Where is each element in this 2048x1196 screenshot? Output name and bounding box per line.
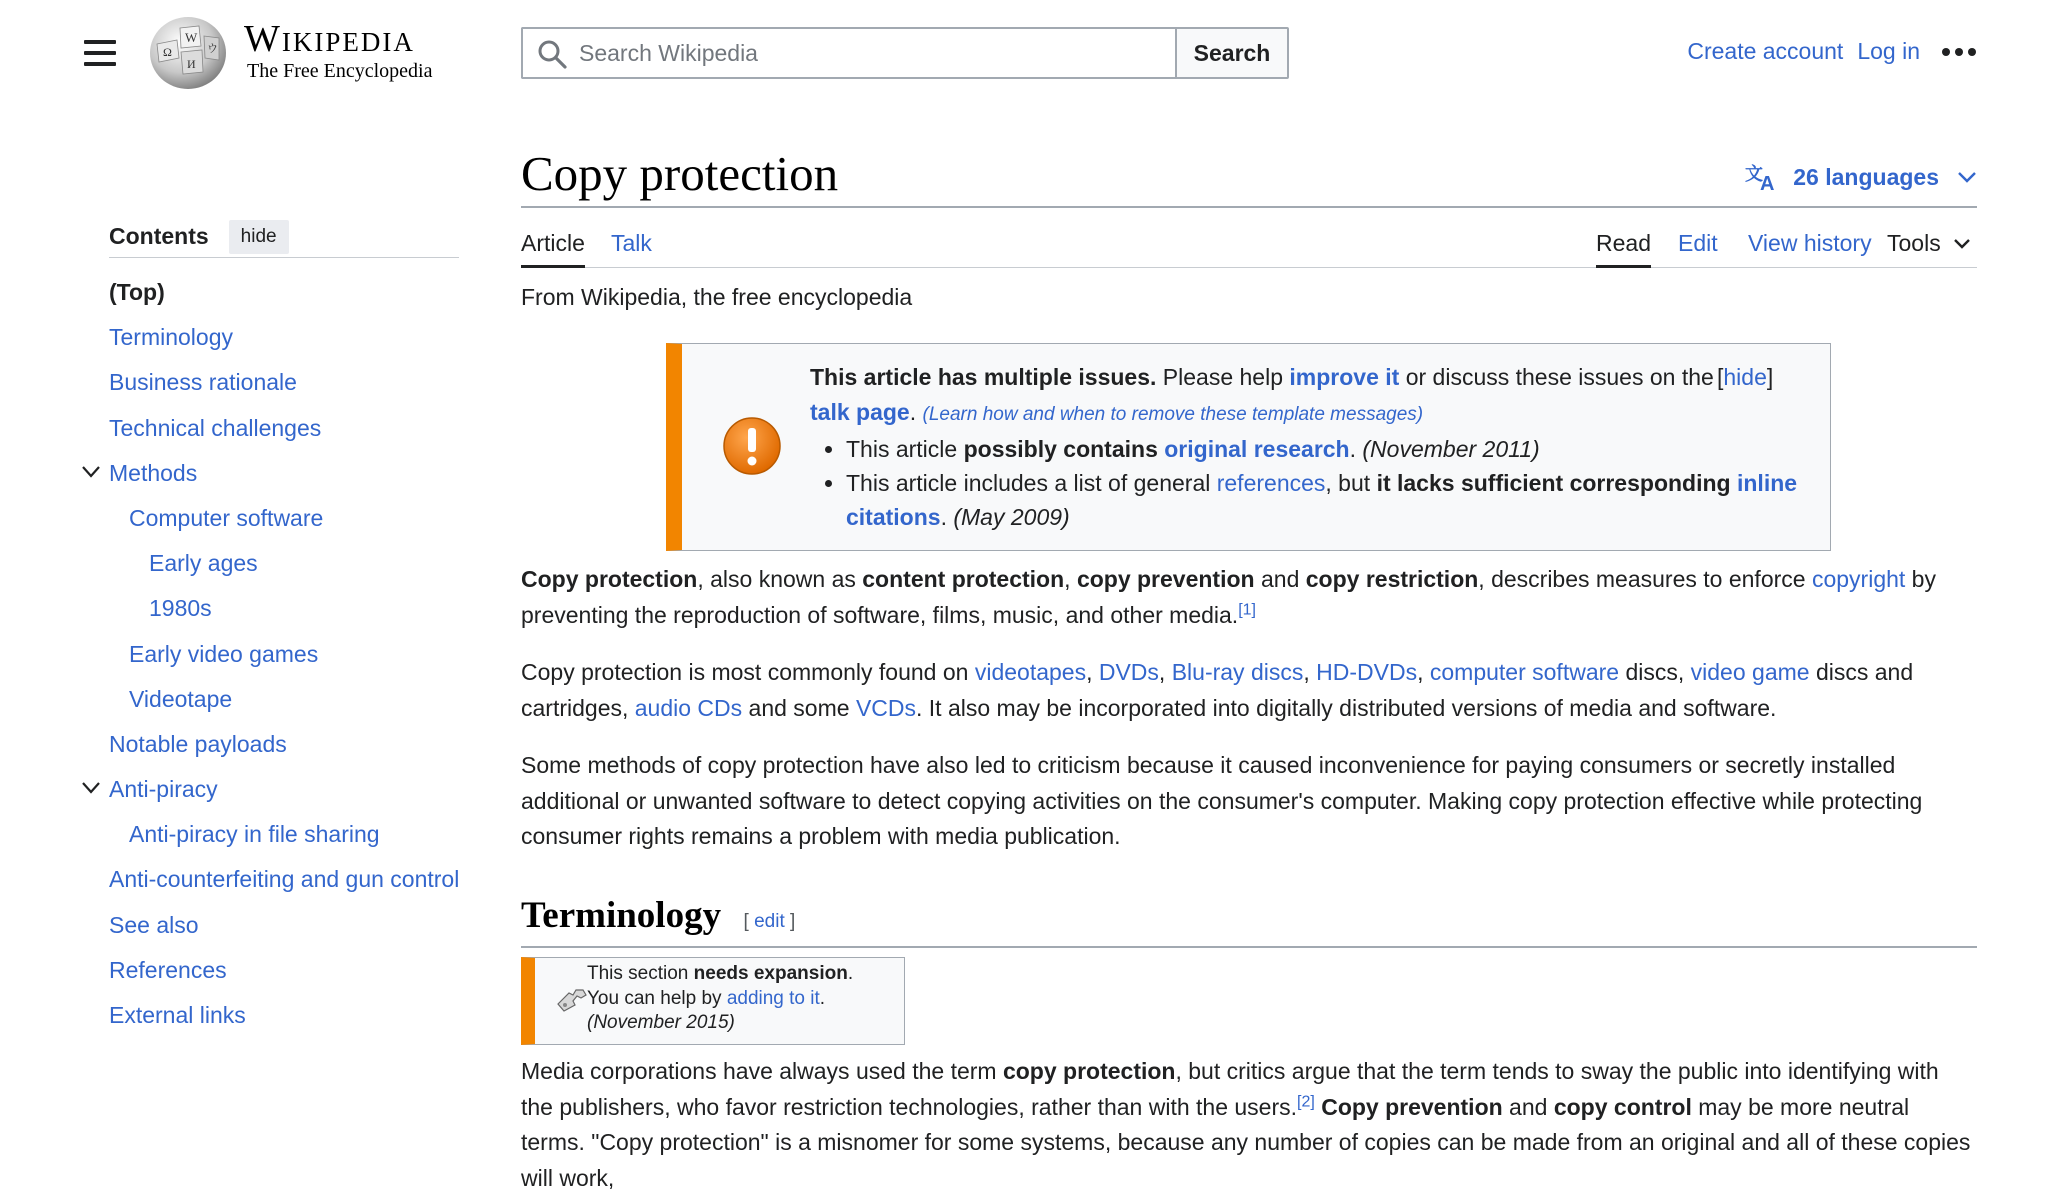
issues-list xyxy=(846,432,1810,534)
paragraph-terminology xyxy=(521,1054,1977,1196)
toc-item-notable-payloads[interactable]: Notable payloads xyxy=(109,730,287,757)
original-research-link[interactable]: original research xyxy=(1164,436,1350,462)
expansion-text xyxy=(587,962,853,1036)
bold-text: it lacks sufficient corresponding xyxy=(1376,470,1737,496)
toc-item-see-also[interactable]: See also xyxy=(109,911,199,938)
edit-section: [ edit ] xyxy=(743,911,796,932)
tab-view-history[interactable]: View history xyxy=(1748,230,1872,256)
ambox-hide-link[interactable]: hide xyxy=(1723,364,1767,390)
text: . xyxy=(1349,436,1363,462)
bold-text: Copy protection xyxy=(521,566,698,592)
toc-item-videotape[interactable]: Videotape xyxy=(129,685,233,712)
text: or discuss these issues on the xyxy=(1399,364,1714,390)
text: , also known as xyxy=(697,566,863,592)
bold-text: content protection xyxy=(862,566,1065,592)
toc-item-computer-software[interactable]: Computer software xyxy=(129,504,324,531)
text: discs, xyxy=(1619,659,1691,685)
bluray-link[interactable]: Blu-ray discs xyxy=(1171,659,1304,685)
text: , xyxy=(1086,659,1099,685)
toc-header xyxy=(109,218,459,258)
svg-text:ウ: ウ xyxy=(207,43,218,55)
text: This article xyxy=(846,436,964,462)
search-button[interactable]: Search xyxy=(1175,27,1289,79)
dvds-link[interactable]: DVDs xyxy=(1098,659,1159,685)
toc-item-terminology[interactable]: Terminology xyxy=(109,324,233,351)
audio-cds-link[interactable]: audio CDs xyxy=(634,694,743,721)
article-body xyxy=(521,0,1977,1191)
create-account-link[interactable]: Create account xyxy=(1687,38,1844,64)
inline-citations-link[interactable]: inline citations xyxy=(846,470,1798,530)
toc-item-technical-challenges[interactable]: Technical challenges xyxy=(109,414,322,441)
text: . xyxy=(940,504,954,530)
text: , xyxy=(1417,659,1430,685)
text: , describes measures to enforce xyxy=(1478,566,1812,592)
improve-it-link[interactable]: improve it xyxy=(1289,364,1400,390)
ambox-hide-toggle: [hide] xyxy=(1717,364,1774,390)
toc-hide-button[interactable]: hide xyxy=(229,220,289,254)
text: This article includes a list of general xyxy=(846,470,1217,496)
chevron-down-icon[interactable] xyxy=(81,781,101,795)
paragraph-intro xyxy=(521,562,1977,633)
adding-to-it-link[interactable]: adding to it xyxy=(726,987,820,1009)
videotapes-link[interactable]: videotapes xyxy=(974,659,1087,685)
toc-item-external-links[interactable]: External links xyxy=(109,1002,246,1028)
toc-item-anti-counterfeiting[interactable]: Anti-counterfeiting and gun control xyxy=(109,866,460,893)
log-in-link[interactable]: Log in xyxy=(1857,38,1920,64)
page-title: Copy protection xyxy=(521,146,839,201)
wikipedia-globe-logo[interactable] xyxy=(147,14,229,90)
toc-item-anti-piracy[interactable] xyxy=(109,767,459,812)
expansion-notice xyxy=(521,957,905,1045)
text: and xyxy=(1254,566,1306,592)
svg-text:W: W xyxy=(185,30,198,45)
text: and xyxy=(1502,1093,1554,1120)
main-menu-button[interactable] xyxy=(84,40,116,66)
toc-item-anti-piracy-file-sharing[interactable]: Anti-piracy in file sharing xyxy=(129,821,380,848)
svg-text:И: И xyxy=(187,57,196,71)
bold-text: Copy prevention xyxy=(1321,1093,1503,1120)
toc-item-early-ages[interactable]: Early ages xyxy=(149,550,258,577)
toc-item-label[interactable]: Anti-piracy xyxy=(109,776,218,803)
learn-remove-link[interactable]: (Learn how and when to remove these template messages) xyxy=(922,404,1424,425)
text: , xyxy=(1158,659,1172,685)
bold-text: copy protection xyxy=(1002,1058,1176,1084)
text: , xyxy=(1303,659,1317,685)
text: . It also may be incorporated into digitally distributed versions of media and software. xyxy=(916,694,1777,721)
toc-item-references[interactable]: References xyxy=(109,956,227,983)
toc-item-label[interactable]: Methods xyxy=(109,459,198,486)
copyright-link[interactable]: copyright xyxy=(1811,566,1906,592)
issue-date: (May 2009) xyxy=(953,504,1070,530)
paragraph-usage xyxy=(521,655,1977,726)
text: may be more neutral terms. xyxy=(521,1093,1910,1155)
svg-text:A: A xyxy=(1760,173,1775,195)
hddvds-link[interactable]: HD-DVDs xyxy=(1316,659,1418,685)
tab-talk[interactable]: Talk xyxy=(611,230,652,256)
citation-link[interactable]: [1] xyxy=(1238,600,1256,618)
toc-item-1980s[interactable]: 1980s xyxy=(149,595,212,622)
text: and some xyxy=(742,694,856,721)
wrench-icon xyxy=(555,984,589,1012)
tools-label: Tools xyxy=(1887,230,1941,256)
text: Copy protection is most commonly found on xyxy=(521,659,975,685)
toc-item-methods[interactable] xyxy=(109,451,459,496)
video-game-link[interactable]: video game xyxy=(1690,659,1810,685)
wordmark-tagline: The Free Encyclopedia xyxy=(247,60,433,82)
svg-text:Ω: Ω xyxy=(163,45,172,59)
toc-title: Contents xyxy=(109,223,209,249)
bold-text: needs expansion xyxy=(693,963,848,984)
text: Please help xyxy=(1156,364,1290,390)
languages-label: 26 languages xyxy=(1793,163,1939,190)
text: by preventing the reproduction of software, films, music, and other media. xyxy=(521,566,1936,628)
bold-text: copy restriction xyxy=(1305,566,1479,592)
svg-text:文: 文 xyxy=(1745,164,1764,185)
vcds-link[interactable]: VCDs xyxy=(855,694,917,721)
edit-section-link[interactable]: edit xyxy=(754,911,785,932)
toc-list xyxy=(109,270,459,1038)
toc-item-business-rationale[interactable]: Business rationale xyxy=(109,369,297,396)
text: . xyxy=(819,987,826,1009)
issue-item xyxy=(846,432,1810,466)
text: , but critics argue that the term tends to sway the public into identifying with the publishers, who favor restriction technologies, rather than with the users. xyxy=(521,1058,1939,1120)
warning-icon xyxy=(722,416,782,476)
text: This section xyxy=(587,963,694,984)
text: . xyxy=(847,963,854,984)
text: "Copy protection" is a misnomer for some systems, because any number of copies can be made from an original and all of these copies will work, xyxy=(521,1129,1971,1191)
toc-item-top[interactable]: (Top) xyxy=(109,279,165,305)
ambox-bold: This article has multiple issues. xyxy=(810,364,1157,390)
heading-terminology: Terminology xyxy=(521,895,722,936)
chevron-down-icon[interactable] xyxy=(81,465,101,479)
table-of-contents xyxy=(109,218,459,1038)
toc-item-early-video-games[interactable]: Early video games xyxy=(129,640,319,667)
wordmark-title: Wikipedia xyxy=(244,18,415,60)
wikipedia-wordmark[interactable] xyxy=(244,18,432,82)
text: discs and cartridges, xyxy=(521,659,1914,721)
text: . xyxy=(909,399,923,425)
text: You can help by xyxy=(587,987,727,1009)
computer-software-link[interactable]: computer software xyxy=(1429,659,1620,685)
bold-text: possibly contains xyxy=(963,436,1165,462)
references-link[interactable]: references xyxy=(1216,470,1326,496)
multiple-issues-box xyxy=(666,343,1831,551)
issue-date: (November 2011) xyxy=(1362,436,1540,462)
talk-page-link[interactable]: talk page xyxy=(810,399,910,425)
text: , but xyxy=(1325,470,1377,496)
site-subtitle: From Wikipedia, the free encyclopedia xyxy=(521,284,913,310)
ambox-message xyxy=(810,360,1810,534)
text: Media corporations have always used the term xyxy=(521,1058,1003,1084)
bold-text: copy control xyxy=(1553,1093,1692,1120)
paragraph-criticism: Some methods of copy protection have also led to criticism because it caused inconvenience for paying consumers or secretly installed additional or unwanted software to detect copying activities on the consumer's computer. Making copy protection effective while protecting consumer rights remains a problem with media publication. xyxy=(521,752,1923,849)
text: , xyxy=(1064,566,1077,592)
tab-read[interactable]: Read xyxy=(1596,228,1651,268)
section-heading-terminology xyxy=(521,888,1977,948)
tab-article[interactable]: Article xyxy=(521,228,585,268)
notice-date: (November 2015) xyxy=(587,1012,735,1033)
bold-text: copy prevention xyxy=(1076,566,1255,592)
citation-link[interactable]: [2] xyxy=(1297,1092,1315,1110)
issue-item xyxy=(846,466,1810,534)
tab-edit[interactable]: Edit xyxy=(1678,230,1718,256)
